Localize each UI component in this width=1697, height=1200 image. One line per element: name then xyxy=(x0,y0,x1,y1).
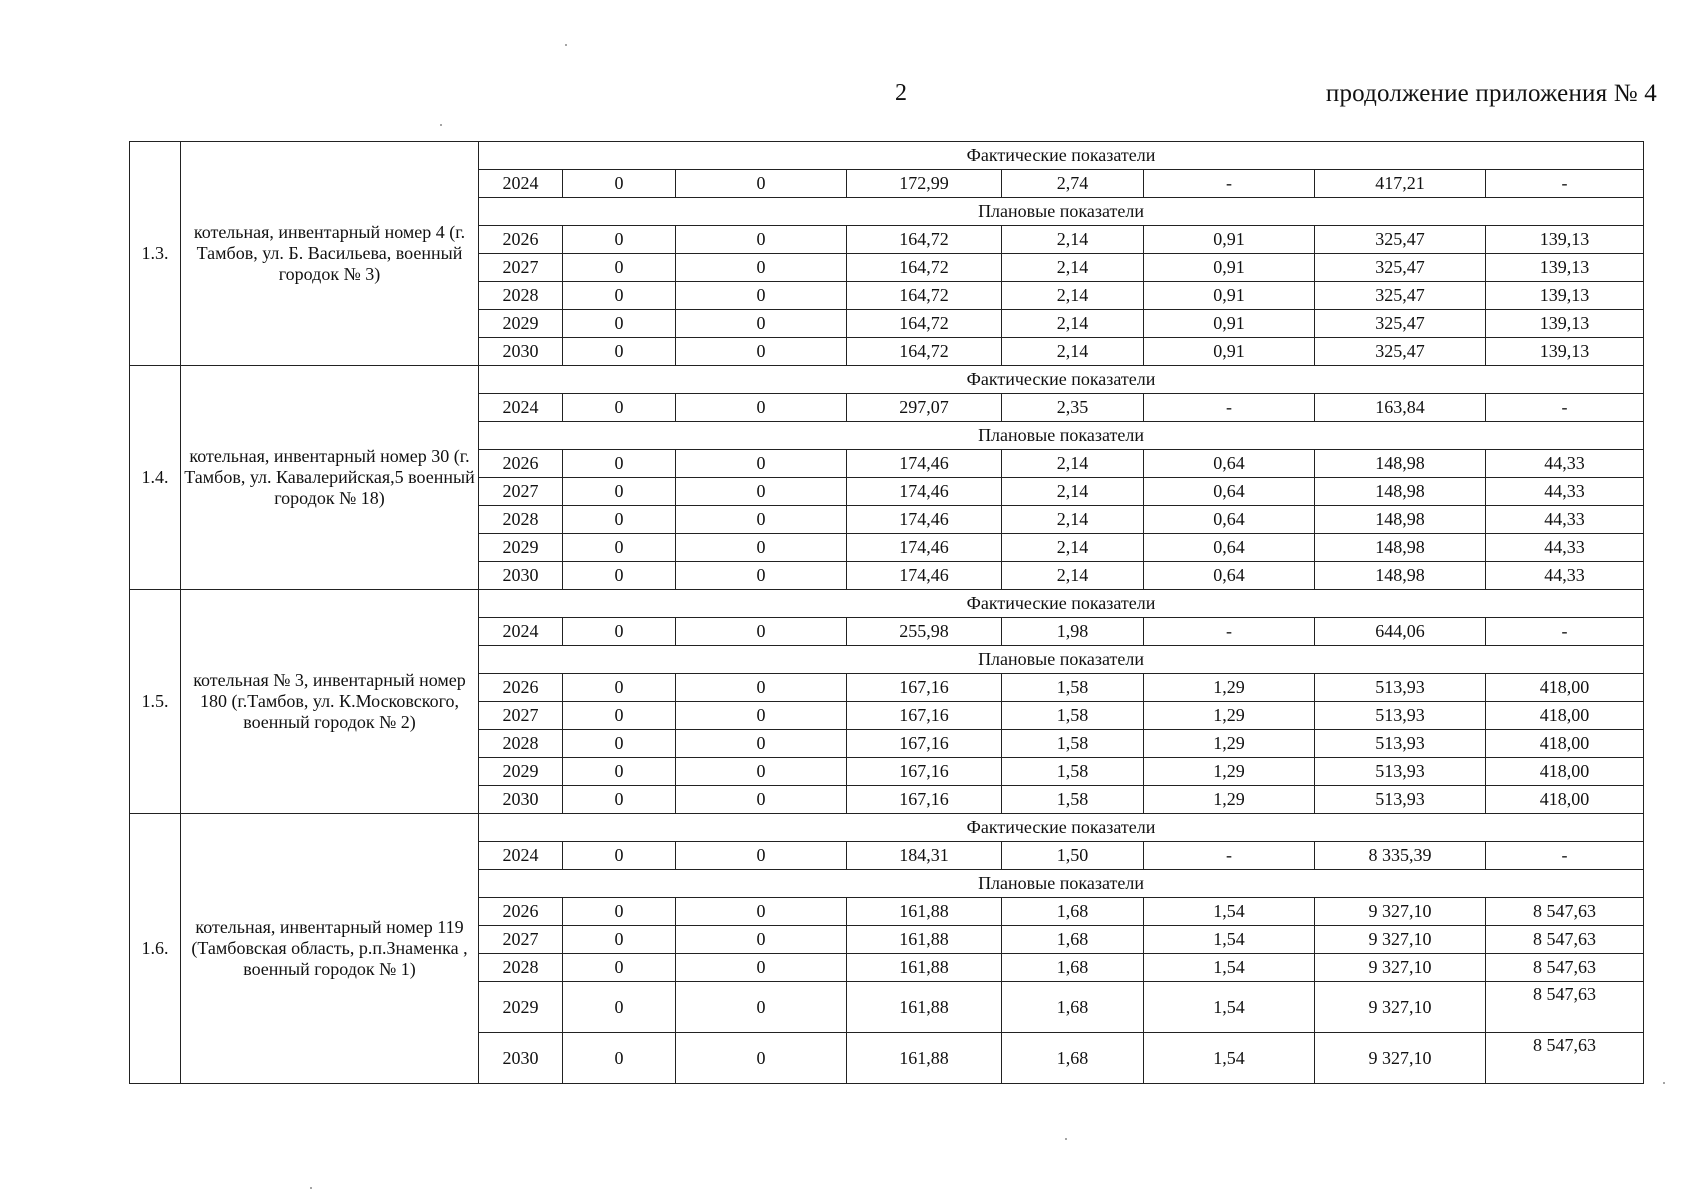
value-cell: 0 xyxy=(676,1033,847,1084)
year-cell: 2024 xyxy=(479,618,563,646)
value-cell: 2,14 xyxy=(1002,450,1144,478)
value-cell: 0 xyxy=(676,982,847,1033)
value-cell: 164,72 xyxy=(847,338,1002,366)
value-cell: 9 327,10 xyxy=(1315,898,1486,926)
value-cell: 418,00 xyxy=(1486,702,1644,730)
value-cell: 325,47 xyxy=(1315,282,1486,310)
value-cell: 8 547,63 xyxy=(1486,954,1644,982)
value-cell: 513,93 xyxy=(1315,786,1486,814)
value-cell: 148,98 xyxy=(1315,562,1486,590)
value-cell: 1,68 xyxy=(1002,926,1144,954)
value-cell: 297,07 xyxy=(847,394,1002,422)
year-cell: 2029 xyxy=(479,534,563,562)
actual-label: Фактические показатели xyxy=(479,814,1644,842)
value-cell: 0 xyxy=(563,618,676,646)
value-cell: 44,33 xyxy=(1486,506,1644,534)
value-cell: 1,58 xyxy=(1002,758,1144,786)
value-cell: 0 xyxy=(563,478,676,506)
value-cell: 0 xyxy=(676,338,847,366)
value-cell: 0 xyxy=(563,170,676,198)
value-cell: 167,16 xyxy=(847,702,1002,730)
value-cell: 0 xyxy=(563,1033,676,1084)
value-cell: 0 xyxy=(676,534,847,562)
value-cell: 0 xyxy=(676,898,847,926)
value-cell: 0 xyxy=(676,226,847,254)
value-cell: 1,54 xyxy=(1144,898,1315,926)
value-cell: 167,16 xyxy=(847,674,1002,702)
value-cell: 174,46 xyxy=(847,506,1002,534)
value-cell: 0 xyxy=(676,282,847,310)
value-cell: 9 327,10 xyxy=(1315,954,1486,982)
value-cell: 0 xyxy=(563,282,676,310)
value-cell: 0,64 xyxy=(1144,562,1315,590)
year-cell: 2029 xyxy=(479,982,563,1033)
year-cell: 2030 xyxy=(479,1033,563,1084)
value-cell: 0,64 xyxy=(1144,534,1315,562)
value-cell: 325,47 xyxy=(1315,254,1486,282)
value-cell: 8 547,63 xyxy=(1486,898,1644,926)
value-cell: 0 xyxy=(563,730,676,758)
value-cell: 418,00 xyxy=(1486,786,1644,814)
boiler-name: котельная, инвентарный номер 4 (г. Тамбов, ул. Б. Васильева, военный городок № 3) xyxy=(181,142,479,366)
value-cell: 1,54 xyxy=(1144,1033,1315,1084)
value-cell: 417,21 xyxy=(1315,170,1486,198)
boiler-name: котельная, инвентарный номер 119 (Тамбовская область, р.п.Знаменка , военный городок № 1) xyxy=(181,814,479,1084)
value-cell: 0 xyxy=(563,898,676,926)
year-cell: 2028 xyxy=(479,954,563,982)
value-cell: 418,00 xyxy=(1486,730,1644,758)
value-cell: 0,91 xyxy=(1144,226,1315,254)
value-cell: 513,93 xyxy=(1315,730,1486,758)
value-cell: 9 327,10 xyxy=(1315,1033,1486,1084)
value-cell: 1,29 xyxy=(1144,786,1315,814)
year-cell: 2028 xyxy=(479,282,563,310)
value-cell: 0 xyxy=(676,730,847,758)
table-body xyxy=(130,142,1644,1084)
value-cell: 0 xyxy=(676,562,847,590)
year-cell: 2027 xyxy=(479,478,563,506)
value-cell: 644,06 xyxy=(1315,618,1486,646)
value-cell: 1,29 xyxy=(1144,674,1315,702)
value-cell: 2,14 xyxy=(1002,506,1144,534)
value-cell: 0 xyxy=(563,338,676,366)
value-cell: 0,64 xyxy=(1144,506,1315,534)
value-cell: 0 xyxy=(563,674,676,702)
value-cell: 8 547,63 xyxy=(1486,1033,1644,1084)
value-cell: 0 xyxy=(563,310,676,338)
value-cell: 1,29 xyxy=(1144,730,1315,758)
planned-label: Плановые показатели xyxy=(479,198,1644,226)
value-cell: 255,98 xyxy=(847,618,1002,646)
year-cell: 2027 xyxy=(479,702,563,730)
actual-label: Фактические показатели xyxy=(479,366,1644,394)
value-cell: 148,98 xyxy=(1315,478,1486,506)
value-cell: 0 xyxy=(676,478,847,506)
value-cell: 0,64 xyxy=(1144,450,1315,478)
value-cell: 161,88 xyxy=(847,982,1002,1033)
scan-speck xyxy=(1663,1082,1665,1084)
value-cell: 0 xyxy=(676,450,847,478)
year-cell: 2026 xyxy=(479,898,563,926)
actual-header-row xyxy=(130,366,1644,394)
value-cell: 0,91 xyxy=(1144,338,1315,366)
year-cell: 2026 xyxy=(479,226,563,254)
actual-header-row xyxy=(130,142,1644,170)
value-cell: 2,14 xyxy=(1002,478,1144,506)
planned-label: Плановые показатели xyxy=(479,646,1644,674)
value-cell: 513,93 xyxy=(1315,758,1486,786)
value-cell: 161,88 xyxy=(847,898,1002,926)
value-cell: 1,54 xyxy=(1144,954,1315,982)
value-cell: 139,13 xyxy=(1486,338,1644,366)
value-cell: 174,46 xyxy=(847,534,1002,562)
value-cell: 148,98 xyxy=(1315,450,1486,478)
value-cell: 167,16 xyxy=(847,758,1002,786)
year-cell: 2027 xyxy=(479,254,563,282)
value-cell: 0 xyxy=(676,310,847,338)
value-cell: 0 xyxy=(676,786,847,814)
value-cell: 0 xyxy=(563,842,676,870)
value-cell: 1,54 xyxy=(1144,926,1315,954)
value-cell: 2,14 xyxy=(1002,310,1144,338)
value-cell: - xyxy=(1486,394,1644,422)
value-cell: 0 xyxy=(563,562,676,590)
value-cell: 139,13 xyxy=(1486,282,1644,310)
value-cell: 325,47 xyxy=(1315,310,1486,338)
value-cell: 0 xyxy=(676,926,847,954)
value-cell: 2,74 xyxy=(1002,170,1144,198)
value-cell: 1,29 xyxy=(1144,758,1315,786)
value-cell: 1,68 xyxy=(1002,982,1144,1033)
value-cell: 2,14 xyxy=(1002,562,1144,590)
value-cell: 161,88 xyxy=(847,1033,1002,1084)
value-cell: 2,14 xyxy=(1002,282,1144,310)
value-cell: 0 xyxy=(563,394,676,422)
year-cell: 2028 xyxy=(479,730,563,758)
page-number: 2 xyxy=(895,80,907,106)
value-cell: 0 xyxy=(676,618,847,646)
value-cell: 44,33 xyxy=(1486,450,1644,478)
value-cell: - xyxy=(1486,618,1644,646)
value-cell: 44,33 xyxy=(1486,534,1644,562)
section-number: 1.4. xyxy=(130,366,181,590)
value-cell: 0 xyxy=(563,450,676,478)
value-cell: 1,29 xyxy=(1144,702,1315,730)
value-cell: 1,68 xyxy=(1002,954,1144,982)
year-cell: 2030 xyxy=(479,562,563,590)
section-number: 1.6. xyxy=(130,814,181,1084)
value-cell: 0 xyxy=(563,226,676,254)
value-cell: 0 xyxy=(563,758,676,786)
value-cell: 148,98 xyxy=(1315,506,1486,534)
value-cell: 2,14 xyxy=(1002,534,1144,562)
value-cell: 172,99 xyxy=(847,170,1002,198)
actual-label: Фактические показатели xyxy=(479,142,1644,170)
value-cell: 2,14 xyxy=(1002,338,1144,366)
planned-label: Плановые показатели xyxy=(479,870,1644,898)
value-cell: 139,13 xyxy=(1486,254,1644,282)
boiler-name: котельная, инвентарный номер 30 (г. Тамбов, ул. Кавалерийская,5 военный городок № 18) xyxy=(181,366,479,590)
value-cell: 0 xyxy=(676,702,847,730)
year-cell: 2029 xyxy=(479,310,563,338)
value-cell: 1,58 xyxy=(1002,730,1144,758)
section-number: 1.5. xyxy=(130,590,181,814)
value-cell: 8 547,63 xyxy=(1486,926,1644,954)
value-cell: 0 xyxy=(563,786,676,814)
year-cell: 2026 xyxy=(479,674,563,702)
value-cell: 2,14 xyxy=(1002,226,1144,254)
value-cell: 513,93 xyxy=(1315,702,1486,730)
year-cell: 2024 xyxy=(479,170,563,198)
value-cell: 174,46 xyxy=(847,562,1002,590)
value-cell: 174,46 xyxy=(847,450,1002,478)
continuation-header: продолжение приложения № 4 xyxy=(1325,80,1657,107)
value-cell: 0 xyxy=(563,926,676,954)
value-cell: 167,16 xyxy=(847,730,1002,758)
value-cell: 0 xyxy=(563,506,676,534)
value-cell: - xyxy=(1486,170,1644,198)
value-cell: - xyxy=(1144,618,1315,646)
value-cell: 0 xyxy=(563,702,676,730)
actual-header-row xyxy=(130,814,1644,842)
value-cell: 44,33 xyxy=(1486,562,1644,590)
value-cell: 1,50 xyxy=(1002,842,1144,870)
value-cell: 167,16 xyxy=(847,786,1002,814)
year-cell: 2024 xyxy=(479,842,563,870)
year-cell: 2026 xyxy=(479,450,563,478)
year-cell: 2028 xyxy=(479,506,563,534)
value-cell: 325,47 xyxy=(1315,226,1486,254)
value-cell: - xyxy=(1144,170,1315,198)
value-cell: 0,91 xyxy=(1144,282,1315,310)
value-cell: - xyxy=(1486,842,1644,870)
scan-speck xyxy=(1065,1138,1067,1140)
year-cell: 2027 xyxy=(479,926,563,954)
value-cell: 513,93 xyxy=(1315,674,1486,702)
planned-label: Плановые показатели xyxy=(479,422,1644,450)
value-cell: 418,00 xyxy=(1486,674,1644,702)
value-cell: 0,91 xyxy=(1144,310,1315,338)
scan-speck xyxy=(310,1187,312,1189)
year-cell: 2024 xyxy=(479,394,563,422)
actual-label: Фактические показатели xyxy=(479,590,1644,618)
value-cell: 2,35 xyxy=(1002,394,1144,422)
value-cell: 161,88 xyxy=(847,926,1002,954)
section-number: 1.3. xyxy=(130,142,181,366)
indicators-table xyxy=(129,141,1644,1084)
value-cell: 0 xyxy=(676,954,847,982)
value-cell: 1,68 xyxy=(1002,898,1144,926)
year-cell: 2030 xyxy=(479,786,563,814)
value-cell: 164,72 xyxy=(847,226,1002,254)
value-cell: 161,88 xyxy=(847,954,1002,982)
value-cell: 325,47 xyxy=(1315,338,1486,366)
value-cell: 0 xyxy=(676,170,847,198)
actual-header-row xyxy=(130,590,1644,618)
value-cell: 0 xyxy=(676,758,847,786)
year-cell: 2030 xyxy=(479,338,563,366)
value-cell: 0 xyxy=(676,506,847,534)
value-cell: 418,00 xyxy=(1486,758,1644,786)
value-cell: 0 xyxy=(676,254,847,282)
value-cell: 174,46 xyxy=(847,478,1002,506)
value-cell: 44,33 xyxy=(1486,478,1644,506)
year-cell: 2029 xyxy=(479,758,563,786)
scan-speck xyxy=(565,44,567,46)
value-cell: 1,58 xyxy=(1002,786,1144,814)
value-cell: - xyxy=(1144,394,1315,422)
value-cell: 0 xyxy=(563,254,676,282)
value-cell: 0 xyxy=(563,954,676,982)
boiler-name: котельная № 3, инвентарный номер 180 (г.Тамбов, ул. К.Московского, военный городок № 2) xyxy=(181,590,479,814)
value-cell: 0 xyxy=(676,842,847,870)
value-cell: 0 xyxy=(676,394,847,422)
value-cell: 164,72 xyxy=(847,254,1002,282)
value-cell: 148,98 xyxy=(1315,534,1486,562)
value-cell: 164,72 xyxy=(847,310,1002,338)
value-cell: 8 335,39 xyxy=(1315,842,1486,870)
value-cell: 164,72 xyxy=(847,282,1002,310)
value-cell: - xyxy=(1144,842,1315,870)
value-cell: 163,84 xyxy=(1315,394,1486,422)
value-cell: 9 327,10 xyxy=(1315,982,1486,1033)
value-cell: 139,13 xyxy=(1486,226,1644,254)
value-cell: 0,64 xyxy=(1144,478,1315,506)
value-cell: 9 327,10 xyxy=(1315,926,1486,954)
value-cell: 1,68 xyxy=(1002,1033,1144,1084)
value-cell: 0,91 xyxy=(1144,254,1315,282)
value-cell: 184,31 xyxy=(847,842,1002,870)
value-cell: 1,58 xyxy=(1002,702,1144,730)
value-cell: 1,54 xyxy=(1144,982,1315,1033)
value-cell: 0 xyxy=(563,982,676,1033)
value-cell: 2,14 xyxy=(1002,254,1144,282)
value-cell: 0 xyxy=(563,534,676,562)
value-cell: 8 547,63 xyxy=(1486,982,1644,1033)
value-cell: 1,58 xyxy=(1002,674,1144,702)
value-cell: 139,13 xyxy=(1486,310,1644,338)
value-cell: 1,98 xyxy=(1002,618,1144,646)
scan-speck xyxy=(440,124,442,126)
value-cell: 0 xyxy=(676,674,847,702)
